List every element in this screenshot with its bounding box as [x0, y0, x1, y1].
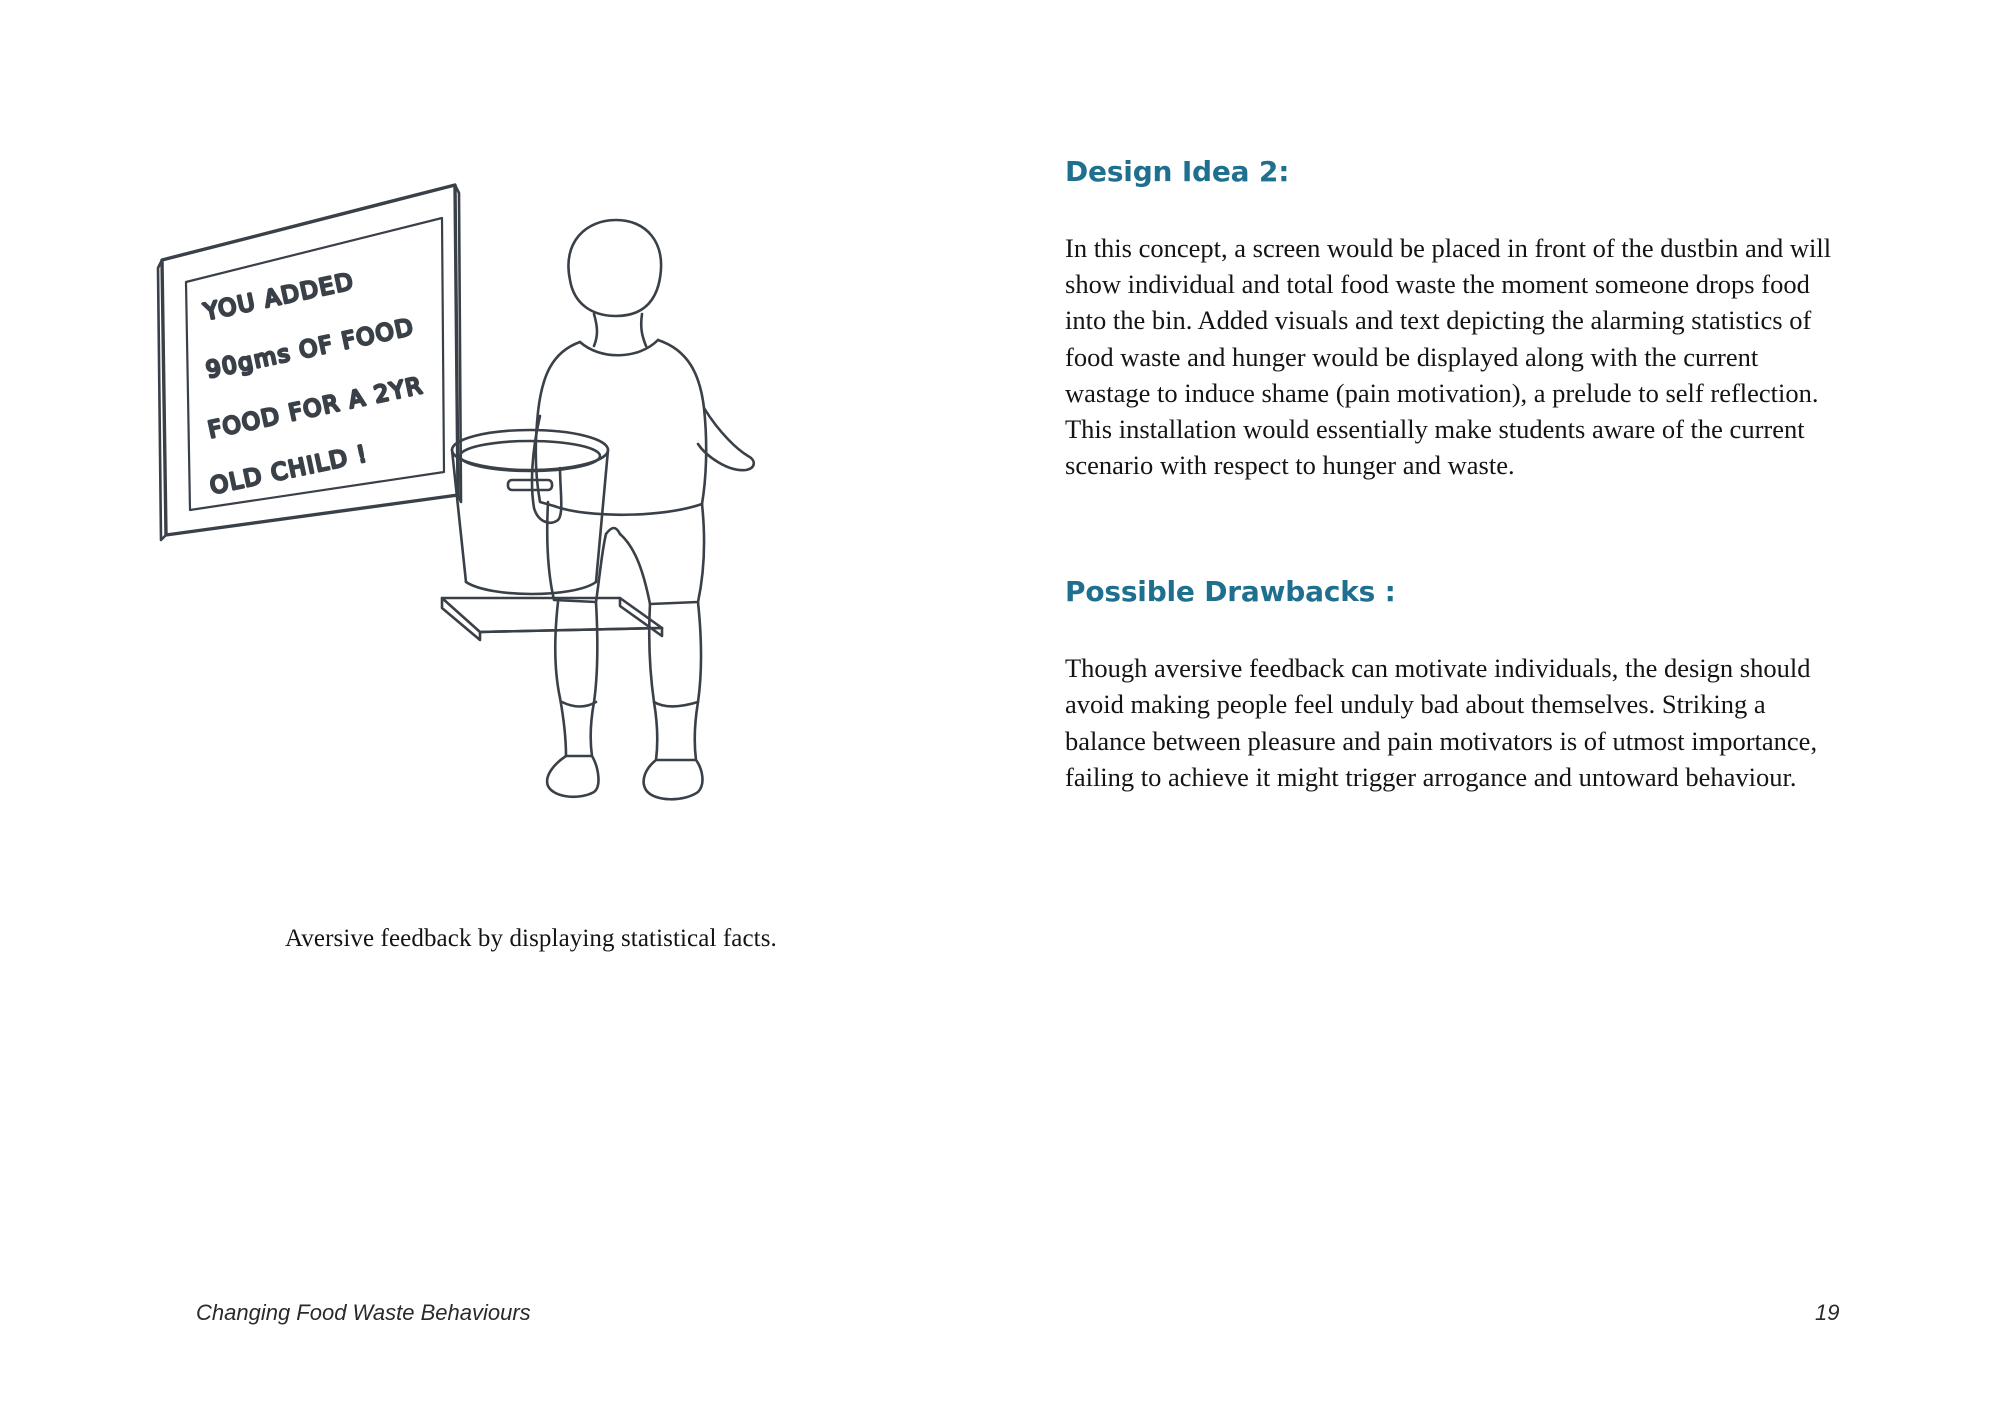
paragraph-possible-drawbacks: Though aversive feedback can motivate individuals, the design should avoid making people feel unduly bad about themselves. Striking a balance between pleasure and pain motivators is of utmost importance, failing to achieve it might trigger arrogance and untoward behaviour. — [1065, 653, 1818, 792]
footer-document-title: Changing Food Waste Behaviours — [196, 1300, 531, 1325]
footer-page-number: 19 — [1815, 1300, 1840, 1325]
text-column — [1065, 155, 1835, 795]
figure-caption: Aversive feedback by displaying statistical facts. — [285, 925, 777, 952]
board-line-3: FOOD FOR A 2YR — [205, 372, 426, 444]
paragraph-design-idea-2: In this concept, a screen would be placed in front of the dustbin and will show individual and total food waste the moment someone drops food into the bin. Added visuals and text depicting the alarming statistics of food waste and hunger would be displayed along with the current wastage to induce shame (pain motivation), a prelude to self reflection. This installation would essentially make students aware of the current scenario with respect to hunger and waste. — [1065, 233, 1832, 481]
board-line-4: OLD CHILD ! — [207, 441, 371, 500]
illustration-drawing — [150, 150, 950, 870]
board-line-2: 90gms OF FOOD — [203, 314, 417, 384]
heading-possible-drawbacks: Possible Drawbacks : — [1065, 575, 1396, 609]
concept-illustration — [150, 150, 950, 870]
heading-design-idea-2: Design Idea 2: — [1065, 155, 1290, 188]
board-line-1: YOU ADDED — [201, 268, 357, 326]
